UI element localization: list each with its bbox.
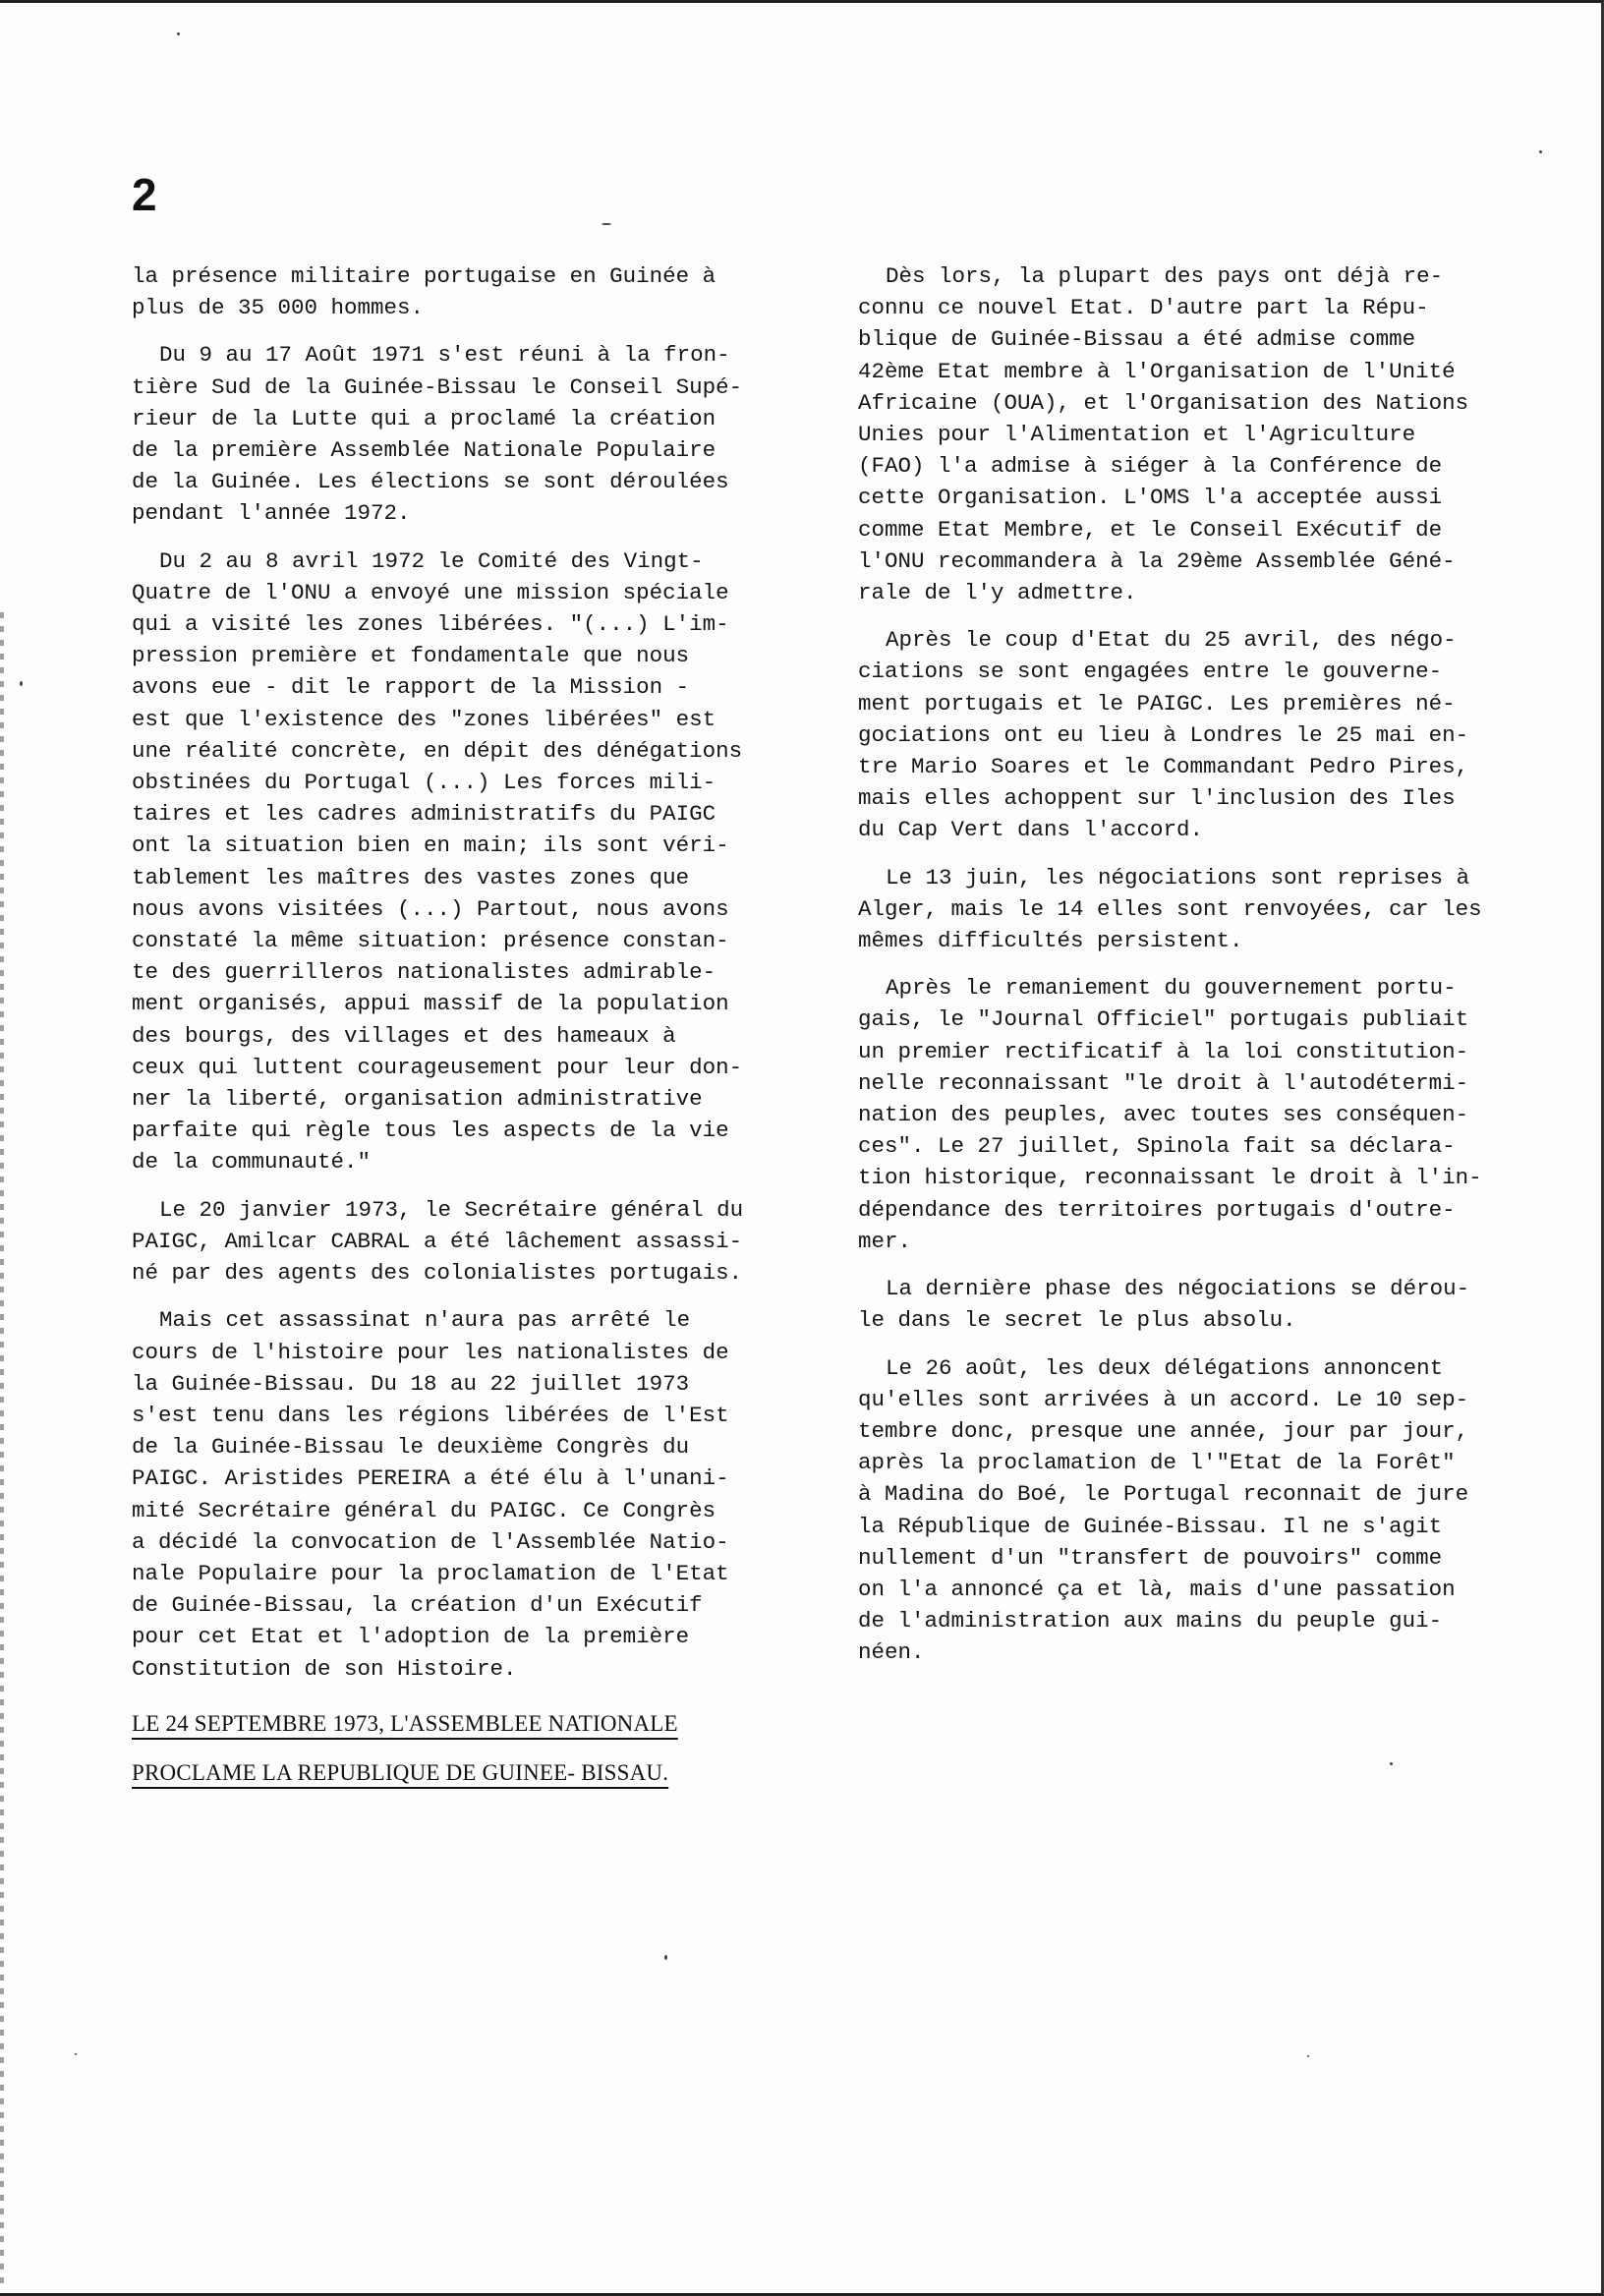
scan-speck [664, 1955, 667, 1960]
paragraph: Dès lors, la plupart des pays ont déjà re- connu ce nouvel Etat. D'autre part la Répu- blique de Guinée-Bissau a été admise comme 42ème Etat membre à l'Organisation de l'Unité Africaine (OUA), et l'Organisation des Nations Unies pour l'Alimentation et l'Agriculture (FAO) l'a admise à siéger à la Conférence de cette Organisation. L'OMS l'a acceptée aussi comme Etat Membre, et le Conseil Exécutif de l'ONU recommandera à la 29ème Assemblée Géné- rale de l'y admettre. [858, 263, 1469, 606]
left-column [132, 260, 820, 1700]
paragraph: la présence militaire portugaise en Guinée à plus de 35 000 hommes. [132, 263, 716, 321]
scan-speck [602, 223, 611, 225]
paragraph: Le 13 juin, les négociations sont reprises à Alger, mais le 14 elles sont renvoyées, car les mêmes difficultés persistent. [858, 864, 1482, 954]
paragraph: Le 26 août, les deux délégations annoncent qu'elles sont arrivées à un accord. Le 10 sep- tembre donc, presque une année, jour par jour, après la proclamation de l'"Etat de la Forêt" à Madina do Boé, le Portugal reconnait de jure la République de Guinée-Bissau. Il ne s'agit nullement d'un "transfert de pouvoirs" comme on l'a annoncé ça et là, mais d'une passation de l'administration aux mains du peuple gui- néen. [858, 1354, 1469, 1666]
scan-speck [20, 681, 23, 686]
scan-speck [177, 32, 180, 35]
proclamation-headline [132, 1699, 780, 1798]
headline-line: LE 24 SEPTEMBRE 1973, L'ASSEMBLEE NATIONALE [132, 1711, 678, 1736]
paragraph: Le 20 janvier 1973, le Secrétaire général du PAIGC, Amilcar CABRAL a été lâchement assassi- né par des agents des colonialistes portugais. [132, 1196, 744, 1287]
paragraph: Après le remaniement du gouvernement portu- gais, le "Journal Officiel" portugais publiait un premier rectificatif à la loi constitution- nelle reconnaissant "le droit à l'autodétermi- nation des peuples, avec toutes ses conséquen- ces". Le 27 juillet, Spinola fait sa déclara- tion historique, reconnaissant le droit à l'in- dépendance des territoires portugais d'outre- mer. [858, 975, 1482, 1254]
scan-speck [1539, 150, 1542, 153]
scan-speck [1307, 2055, 1309, 2057]
headline-line: PROCLAME LA REPUBLIQUE DE GUINEE- BISSAU. [132, 1760, 669, 1785]
paragraph: Du 9 au 17 Août 1971 s'est réuni à la fron- tière Sud de la Guinée-Bissau le Conseil Supé- rieur de la Lutte qui a proclamé la création de la première Assemblée Nationale Populaire de la Guinée. Les élections se sont déroulées pendant l'année 1972. [132, 342, 743, 527]
scan-speck [1390, 1762, 1393, 1765]
paragraph: Du 2 au 8 avril 1972 le Comité des Vingt- Quatre de l'ONU a envoyé une mission spéciale qui a visité les zones libérées. "(...) L'im- pression première et fondamentale que nous avons eue - dit le rapport de la Mission - est que l'existence des "zones libérées" est une réalité concrète, en dépit des dénégations obstinées du Portugal (...) Les forces mili- taires et les cadres administratifs du PAIGC ont la situation bien en main; ils sont véri- tablement les maîtres des vastes zones que nous avons visitées (...) Partout, nous avons constaté la même situation: présence constan- te des guerrilleros nationalistes admirable- ment organisés, appui massif de la population des bourgs, des villages et des hameaux à ceux qui luttent courageusement pour leur don- ner la liberté, organisation administrative parfaite qui règle tous les aspects de la vie de la communauté." [132, 547, 743, 1176]
page-number: 2 [132, 169, 157, 220]
paragraph: Après le coup d'Etat du 25 avril, des négo- ciations se sont engagées entre le gouverne- ment portugais et le PAIGC. Les premières né- gociations ont eu lieu à Londres le 25 mai en- tre Mario Soares et le Commandant Pedro Pires, mais elles achoppent sur l'inclusion des Iles du Cap Vert dans l'accord. [858, 627, 1469, 843]
paragraph: La dernière phase des négociations se dérou- le dans le secret le plus absolu. [858, 1276, 1470, 1334]
binding-edge-decoration [0, 612, 4, 2283]
right-column [858, 260, 1532, 1685]
scan-speck [75, 2053, 77, 2055]
paragraph: Mais cet assassinat n'aura pas arrêté le cours de l'histoire pour les nationalistes de la Guinée-Bissau. Du 18 au 22 juillet 1973 s'est tenu dans les régions libérées de l'Est de la Guinée-Bissau le deuxième Congrès du PAIGC. Aristides PEREIRA a été élu à l'unani- mité Secrétaire général du PAIGC. Ce Congrès a décidé la convocation de l'Assemblée Natio- nale Populaire pour la proclamation de l'Etat de Guinée-Bissau, la création d'un Exécutif pour cet Etat et l'adoption de la première Constitution de son Histoire. [132, 1307, 729, 1682]
